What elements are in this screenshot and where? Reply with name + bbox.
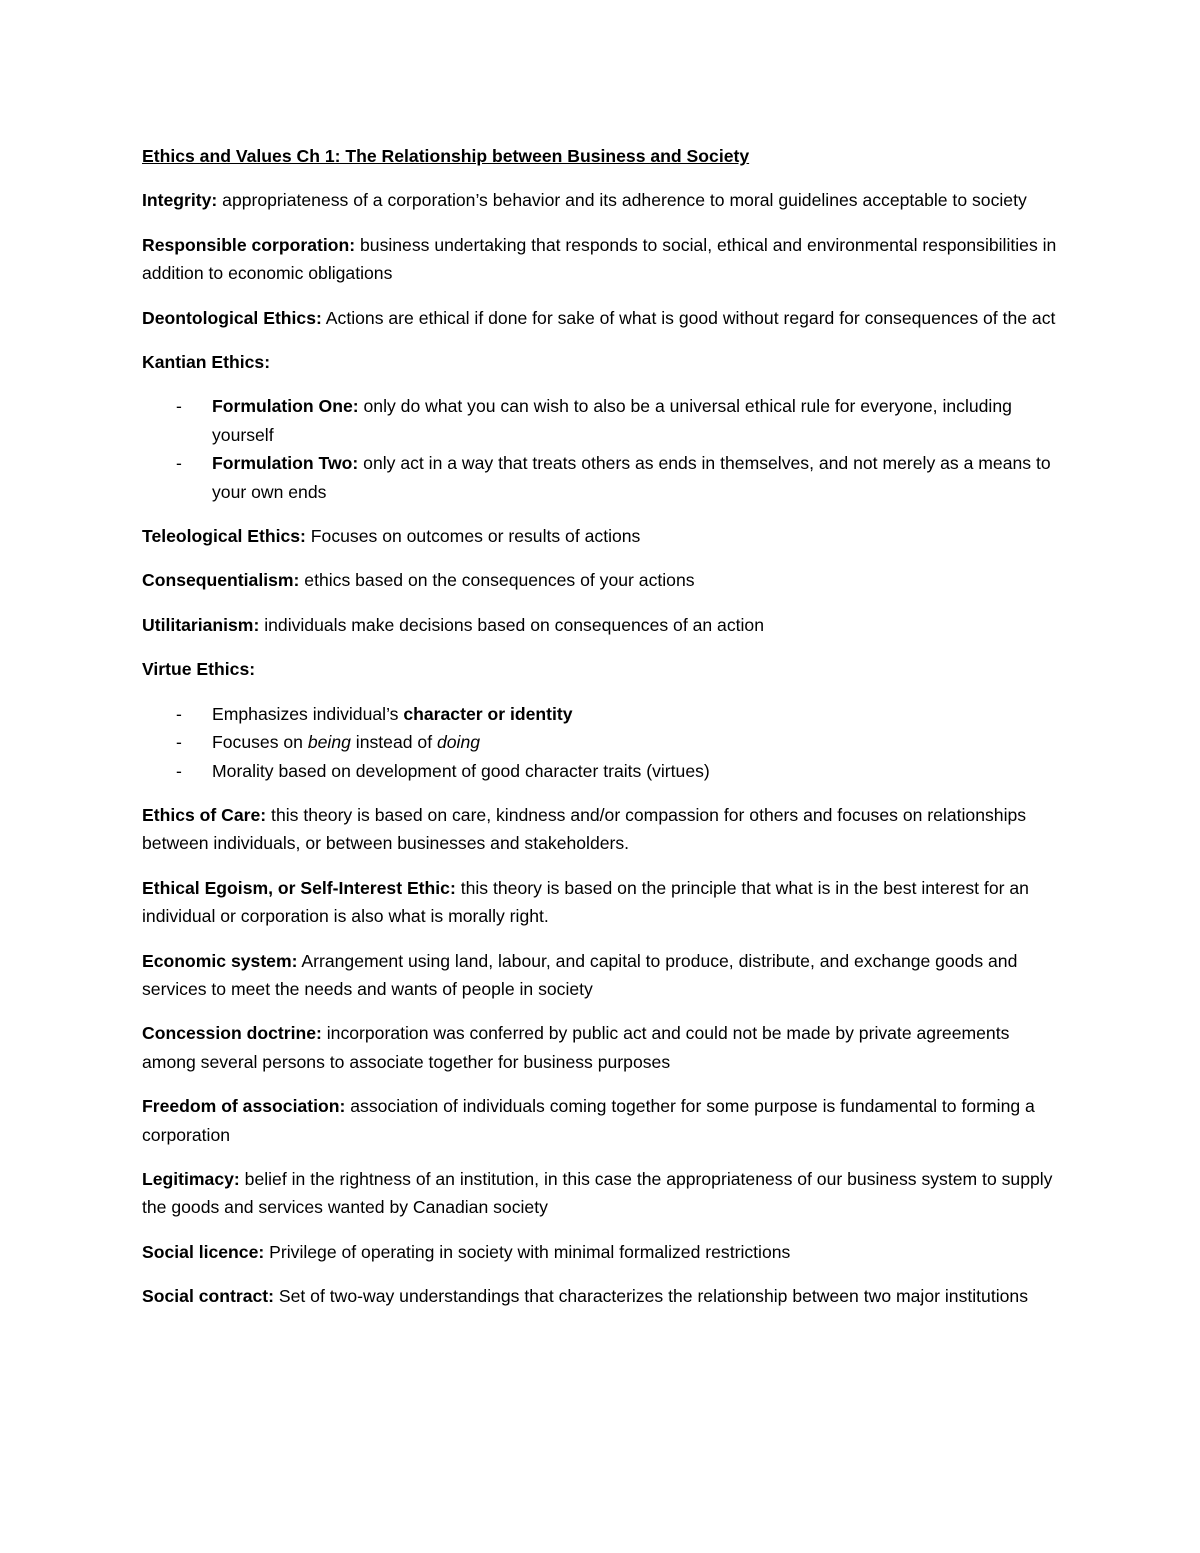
term-deontological-ethics: Deontological Ethics: xyxy=(142,307,322,328)
entry-deontological-ethics xyxy=(142,304,1062,332)
term-concession-doctrine: Concession doctrine: xyxy=(142,1023,322,1044)
term-teleological-ethics: Teleological Ethics: xyxy=(142,526,306,547)
entry-social-contract xyxy=(142,1282,1062,1310)
definition-concession-doctrine: incorporation was conferred by public act and could not be made by private agreements among several persons to associate together for business purposes xyxy=(142,1023,1010,1072)
entry-integrity xyxy=(142,186,1062,214)
virtue-item-text: instead of xyxy=(350,732,437,753)
term-freedom-of-association: Freedom of association: xyxy=(142,1096,346,1117)
definition-formulation-two: only act in a way that treats others as ends in themselves, and not merely as a means to your own ends xyxy=(212,453,1051,502)
document-title: Ethics and Values Ch 1: The Relationship between Business and Society xyxy=(142,146,750,166)
entry-freedom-of-association xyxy=(142,1092,1062,1149)
definition-responsible-corporation: business undertaking that responds to social, ethical and environmental responsibilities in addition to economic obligations xyxy=(142,234,1057,284)
term-utilitarianism: Utilitarianism: xyxy=(142,614,260,635)
entry-ethics-of-care xyxy=(142,801,1062,858)
virtue-item-italic-doing: doing xyxy=(436,732,481,753)
term-formulation-two: Formulation Two: xyxy=(212,453,359,474)
definition-consequentialism: ethics based on the consequences of your actions xyxy=(299,570,695,591)
term-social-contract: Social contract: xyxy=(142,1286,274,1307)
definition-teleological-ethics: Focuses on outcomes or results of actions xyxy=(305,526,641,547)
definition-deontological-ethics: Actions are ethical if done for sake of what is good without regard for consequences of the act xyxy=(321,307,1056,328)
dash-bullet: - xyxy=(176,703,182,724)
virtue-ethics-list xyxy=(142,700,1062,785)
entry-legitimacy xyxy=(142,1165,1062,1222)
term-economic-system: Economic system: xyxy=(142,950,298,971)
definition-social-licence: Privilege of operating in society with minimal formalized restrictions xyxy=(264,1241,791,1262)
entry-virtue-ethics xyxy=(142,655,1062,683)
dash-bullet: - xyxy=(176,732,182,753)
term-responsible-corporation: Responsible corporation: xyxy=(142,234,356,255)
definition-social-contract: Set of two-way understandings that characterizes the relationship between two major institutions xyxy=(274,1286,1028,1307)
definition-legitimacy: belief in the rightness of an institution, in this case the appropriateness of our business system to supply the goods and services wanted by Canadian society xyxy=(142,1168,1053,1218)
virtue-item-text: Morality based on development of good character traits (virtues) xyxy=(212,760,710,781)
definition-ethics-of-care: this theory is based on care, kindness and/or compassion for others and focuses on relationships between individuals, or between businesses and stakeholders. xyxy=(142,804,1027,854)
virtue-item-text: Focuses on xyxy=(212,732,308,753)
virtue-item-text: Emphasizes individual’s xyxy=(212,703,404,724)
list-item xyxy=(142,728,1062,756)
virtue-item-bold: character or identity xyxy=(403,703,573,724)
entry-consequentialism xyxy=(142,566,1062,594)
dash-bullet: - xyxy=(176,453,182,474)
dash-bullet: - xyxy=(176,396,182,417)
kantian-formulations-list xyxy=(142,392,1062,506)
entry-teleological-ethics xyxy=(142,522,1062,550)
definition-ethical-egoism: this theory is based on the principle that what is in the best interest for an individual or corporation is also what is morally right. xyxy=(142,877,1029,927)
term-legitimacy: Legitimacy: xyxy=(142,1168,240,1189)
entry-kantian-ethics xyxy=(142,348,1062,376)
list-item xyxy=(142,700,1062,728)
term-ethical-egoism: Ethical Egoism, or Self-Interest Ethic: xyxy=(142,877,456,898)
list-item xyxy=(142,449,1062,506)
entry-concession-doctrine xyxy=(142,1019,1062,1076)
entry-responsible-corporation xyxy=(142,231,1062,288)
definition-integrity: appropriateness of a corporation’s behavior and its adherence to moral guidelines acceptable to society xyxy=(217,190,1027,211)
entry-social-licence xyxy=(142,1238,1062,1266)
document-page xyxy=(142,142,1062,1327)
definition-formulation-one: only do what you can wish to also be a universal ethical rule for everyone, including yourself xyxy=(212,396,1012,445)
dash-bullet: - xyxy=(176,760,182,781)
term-ethics-of-care: Ethics of Care: xyxy=(142,804,267,825)
term-consequentialism: Consequentialism: xyxy=(142,570,300,591)
term-kantian-ethics: Kantian Ethics: xyxy=(142,352,271,373)
definition-economic-system: Arrangement using land, labour, and capital to produce, distribute, and exchange goods and services to meet the needs and wants of people in society xyxy=(142,950,1018,999)
list-item xyxy=(142,392,1062,449)
term-social-licence: Social licence: xyxy=(142,1241,265,1262)
entry-economic-system xyxy=(142,947,1062,1004)
definition-utilitarianism: individuals make decisions based on consequences of an action xyxy=(259,614,765,635)
definition-freedom-of-association: association of individuals coming together for some purpose is fundamental to forming a corporation xyxy=(142,1096,1035,1145)
virtue-item-italic-being: being xyxy=(307,732,351,753)
term-virtue-ethics: Virtue Ethics: xyxy=(142,659,256,680)
term-formulation-one: Formulation One: xyxy=(212,396,359,417)
entry-utilitarianism xyxy=(142,611,1062,639)
list-item xyxy=(142,757,1062,785)
term-integrity: Integrity: xyxy=(142,190,218,211)
entry-ethical-egoism xyxy=(142,874,1062,931)
